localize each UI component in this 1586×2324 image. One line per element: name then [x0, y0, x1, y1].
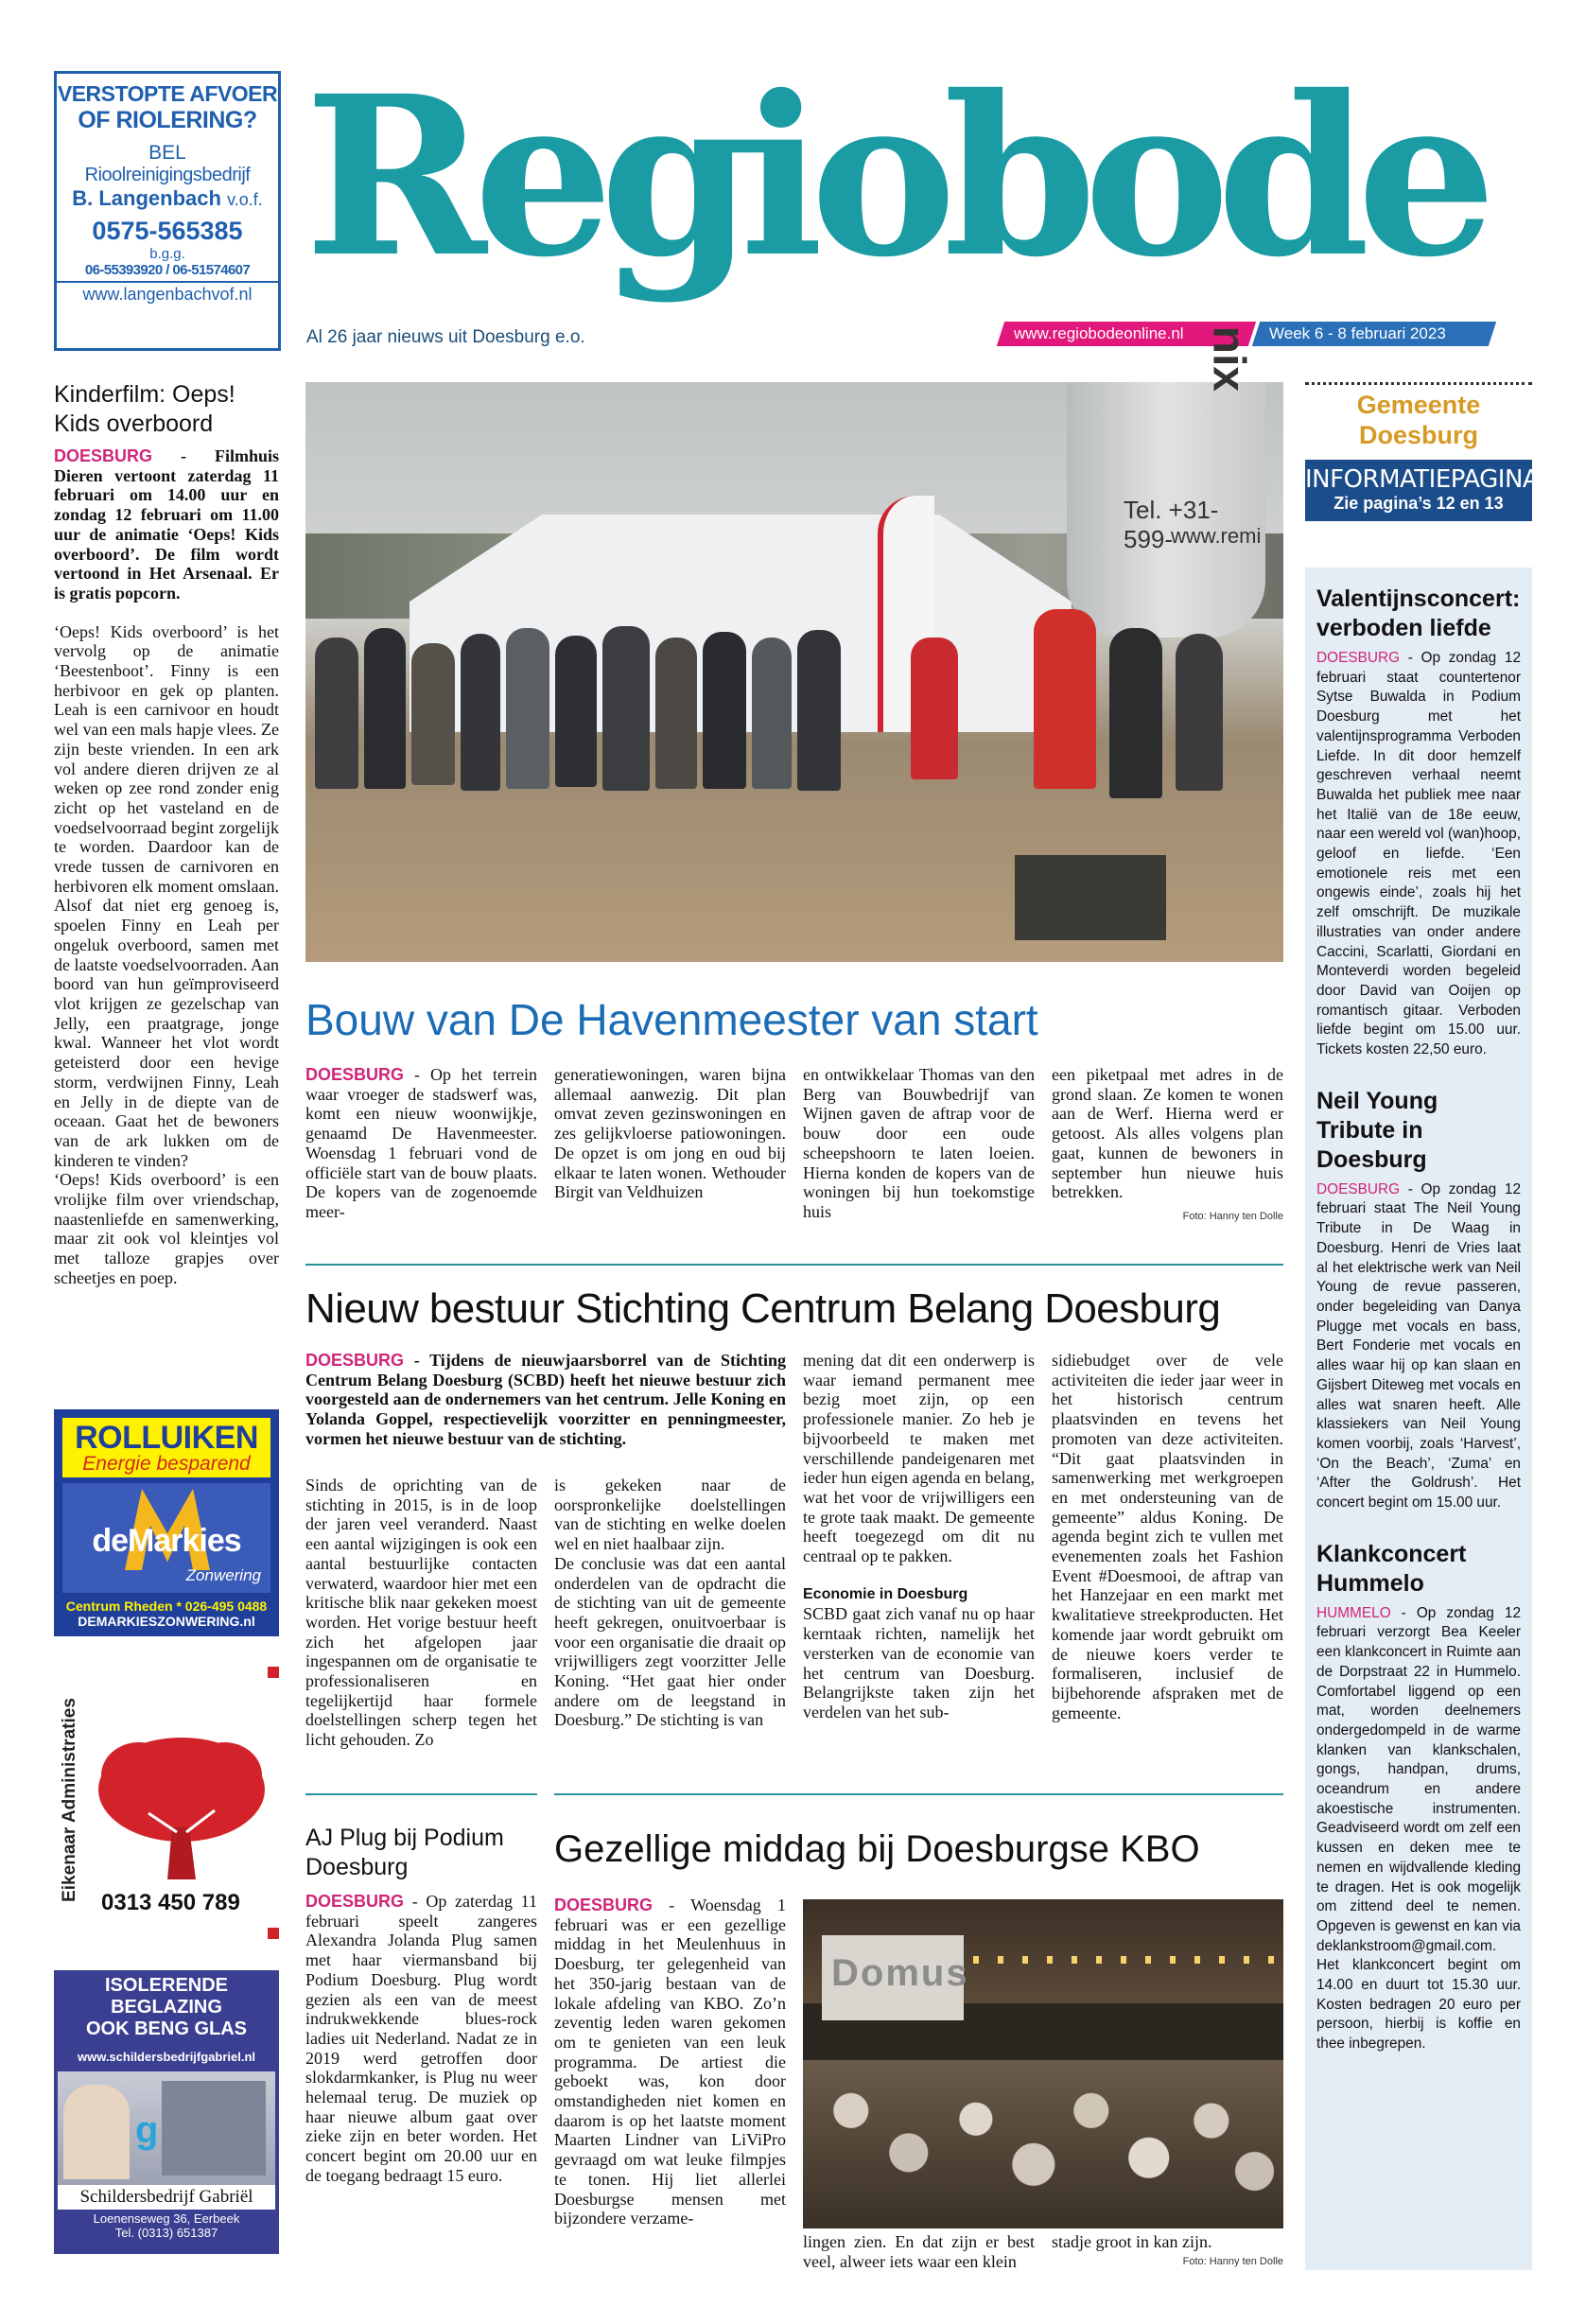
havenmeester-place: DOESBURG [305, 1065, 405, 1084]
glas-line2: BEGLAZING [111, 1997, 222, 2018]
masthead-tagline: Al 26 jaar nieuws uit Doesburg e.o. [306, 327, 585, 347]
havenmeester-col1-text: - Op het terrein waar vroeger de stadswerf was, komt een nieuw woonwijkje, genaamd De Havenmeester. Woensdag 1 februari vond de officiële start van de bouw plaats. De kopers van de zogenoemde meer- [305, 1065, 537, 1221]
kinderfilm-article [54, 380, 279, 1288]
havenmeester-col3: en ontwikkelaar Thomas van den Berg van Bouwbedrijf van Wijnen gaven de aftrap voor de bouw door een oude scheepshoorn te laten loeien. Hierna konden de kopers van de woningen bij hun toekomstige huis [803, 1065, 1035, 1221]
ad-line2: OF RIOLERING? [78, 107, 257, 133]
ad-phone: 0575-565385 [92, 217, 243, 245]
crowd-person [555, 636, 597, 787]
info-title: INFORMATIEPAGINA [1305, 465, 1540, 494]
klank-place: HUMMELO [1316, 1604, 1391, 1621]
glas-building [162, 2081, 266, 2175]
info-box [1305, 460, 1540, 521]
neil-body [1316, 1180, 1521, 1513]
neil-headline: Neil Young Tribute in Doesburg [1316, 1087, 1438, 1173]
havenmeester-col1 [305, 1065, 537, 1222]
kinderfilm-body [54, 446, 279, 1288]
glas-photo [58, 2071, 275, 2185]
ad-line1: VERSTOPTE AFVOER [57, 81, 278, 106]
scbd-place: DOESBURG [305, 1351, 405, 1370]
kbo-photo-sign: Domus [831, 1952, 969, 1994]
kinderfilm-place: DOESBURG [54, 446, 153, 465]
gemeente-line1: Gemeente [1356, 391, 1481, 419]
crowd-person [364, 628, 406, 789]
eikenaar-corner-tr [268, 1667, 279, 1678]
eikenaar-vertical: Eikenaar Administraties [60, 1698, 79, 1902]
kbo-col1-text: - Woensdag 1 februari was er een gezellige middag in het Meulenhuus in Doesburg, ter gelegenheid van het 350-jarig bestaan van de lokale afdeling van KBO. Zo’n zeventig leden waren gekomen om te genieten van een leuk programma. De artiest die geboekt was, kon door omstandigheden niet komen en daarom is op het laatste moment Maarten Lindner van LiViPro gevraagd om wat leuke filmpjes te tonen. Hij liet allerlei Doesburgse mensen met bijzondere verzame- [554, 1896, 786, 2228]
rolluiken-brand-sub: Zonwering [185, 1566, 261, 1584]
scbd-col3 [803, 1351, 1035, 1722]
photo-silo-tel: Tel. +31-599- [1124, 496, 1219, 553]
ad-bgg: b.g.g. [149, 246, 185, 262]
sidebar-dotted-rule [1305, 382, 1532, 385]
valentijn-text: - Op zondag 12 februari staat countertenor Sytse Buwalda in Podium Doesburg met het valentijnsprogramma Verboden Liefde. In dit door hemzelf geschreven verhaal neemt Buwalda het publiek mee naar het Italië van de 18e eeuw, naar een wereld vol (wan)hoop, geloof en liefde. ‘Een emotionele reis met een ongewis einde’, zoals hij het zelf omschrijft. De muzikale illustraties van onder andere Caccini, Scarlatti, Giordani en Monteverdi worden begeleid door David van Ooijen op romantisch gitaar. Verboden liefde begint om 15.00 uur. Tickets kosten 22,50 euro. [1316, 650, 1521, 1058]
kbo-place: DOESBURG [554, 1896, 654, 1914]
crowd-person [1176, 634, 1223, 791]
ad-company2 [57, 186, 278, 211]
scbd-col2-a: is gekeken naar de oorspronkelijke doelstellingen van de stichting en welke doelen wel en niet haalbaar zijn. [554, 1476, 786, 1554]
kbo-headline: Gezellige middag bij Doesburgse KBO [554, 1828, 1200, 1870]
havenmeester-col2: generatiewoningen, waren bijna allemaal aanwezig. Dit plan omvat zeven gezinswoningen en zes gelijkvloerse patiowoningen. De opzet is om jong en oud bij elkaar te laten wonen. Wethouder Birgit van Veldhuizen [554, 1065, 786, 1202]
crowd-person-red [1034, 609, 1096, 789]
photo-silo-url: www.remi [1171, 524, 1262, 548]
kbo-col3: stadje groot in kan zijn. [1052, 2232, 1212, 2251]
havenmeester-col4: een piketpaal met adres in de grond slaan. Ze komen te wonen aan de Werf. Hierna werd er getoost. Als alles volgens plan gaat, kunnen de bewoners in september hun nieuwe huis betrekken. [1052, 1065, 1283, 1202]
havenmeester-headline: Bouw van De Havenmeester van start [305, 995, 1038, 1044]
rolluiken-url: DEMARKIESZONWERING.nl [78, 1614, 255, 1629]
crowd-person [1109, 628, 1162, 798]
neil-place: DOESBURG [1316, 1180, 1401, 1197]
kinderfilm-lead-text: - Filmhuis Dieren vertoont zaterdag 11 februari om 14.00 uur en zondag 12 februari om 11.00 uur de animatie ‘Oeps! Kids overboord’. De film wordt vertoond in Het Arsenaal. Er is gratis popcorn. [54, 446, 279, 603]
crowd-person [506, 628, 549, 789]
ad-rolluiken[interactable] [54, 1409, 279, 1636]
ad-mobiles: 06-55393920 / 06-51574607 [84, 262, 251, 278]
glas-family-figure [63, 2085, 130, 2179]
kbo-photo-screen [822, 1935, 969, 2020]
kbo-photo-crowd [803, 2060, 1283, 2228]
glas-url: www.schildersbedrijfgabriel.nl [77, 2050, 256, 2064]
crowd-person-red [911, 638, 958, 779]
valentijn-headline: Valentijnsconcert: verboden liefde [1316, 585, 1521, 641]
glas-line3: OOK BENG GLAS [85, 2018, 247, 2039]
crowd-person [602, 626, 650, 791]
kbo-photo [803, 1899, 1283, 2228]
tree-icon [92, 1723, 271, 1884]
info-sub: Zie pagina’s 12 en 13 [1333, 494, 1504, 513]
ajplug-text: - Op zaterdag 11 februari speelt zangeres Alexandra Jolanda Plug samen met haar viermansband bij Podium Doesburg. Plug wordt gezien als een van de meest indrukwekkende blues-rock ladies uit Nederland. Nadat ze in 2019 werd getroffen door slokdarmkanker, is Plug nu weer helemaal terug. De muziek op haar nieuwe album gaat over zieke zijn en beter worden. Het concert begint om 20.00 uur en de toegang bedraagt 15 euro. [305, 1892, 537, 2185]
gemeente-block[interactable] [1305, 390, 1540, 521]
klank-body [1316, 1604, 1521, 2054]
crowd-person [461, 634, 500, 791]
crowd-person [797, 630, 841, 791]
ad-company2-name: B. Langenbach [72, 186, 221, 210]
glas-logo-icon: g [135, 2109, 159, 2151]
klank-text: - Op zondag 12 februari verzorgt Bea Keeler een klankconcert in Ruimte aan de Dorpstraat 22 in Hummelo. Comfortabel liggend op een mat, worden deelnemers ondergedompeld in de warme klanken van klankschalen, gongs, handpan, drums, oceandrum en andere akoestische instrumenten. Geadviseerd wordt om zelf een kussen en deken mee te nemen en wijdvallende kleding te dragen. Het is ook mogelijk om zittend deel te nemen. Opgeven is gewenst en kan via deklankstroom@gmail.com. Het klankconcert begint om 14.00 en duurt tot 15.30 uur. Kosten bedragen 20 euro per persoon, hierbij is koffie en thee inbegrepen. [1316, 1604, 1521, 2053]
scbd-col4: sidiebudget over de vele activiteiten die ieder jaar weer in het historisch centrum plaatsvinden en tevens het promoten van deze activiteiten. “Dit gaat plaatsvinden in samenwerking met werkgroepen en met ondersteuning van de gemeente” aldus Koning. De agenda begint zich te vullen met evenementen zoals het Fashion Event #Doesmooi, de aftrap van het Hanzejaar en een markt met kwalitatieve streekproducten. Het komende jaar wordt gebruikt om de nieuwe koers verder te formaliseren, inclusief de bijbehorende afspraken met de gemeente. [1052, 1351, 1283, 1722]
scbd-col2 [554, 1476, 786, 1730]
ad-glas[interactable] [54, 1970, 279, 2254]
rule-3 [554, 1793, 1283, 1795]
valentijn-body [1316, 649, 1521, 1060]
photo-crate [1015, 855, 1166, 940]
photo-silo-brand: nix [1203, 325, 1253, 392]
ajplug-article [305, 1824, 537, 2186]
neil-text: - Op zondag 12 februari staat The Neil Young Tribute in De Waag in Doesburg. Henri de Vries laat al het elektrische werk van Neil Young de revue passeren, onder begeleiding van Danya Plugge met vocals en bass, Bert Fonderie met vocals en alles waar hij op kan slaan en Gijsbert Diteweg met vocals en alles wat snaren heeft. Alle klassiekers van Neil Young komen voorbij, zoals ‘Harvest’, ‘On the Beach’, ‘Zuma’ en ‘After the Goldrush’. Het concert begint om 15.00 uur. [1316, 1180, 1521, 1511]
ajplug-body [305, 1892, 537, 2186]
scbd-col2-b: De conclusie was dat een aantal onderdelen van de opdracht die de stichting van uit de gemeente heeft gekregen, onuitvoerbaar is voor een organisatie die draait op vrijwilligers zegt voorzitter Jelle Koning. “Het gaat hier onder andere om de leegstand in Doesburg.” De stichting is van [554, 1553, 786, 1730]
crowd-person [315, 638, 358, 789]
scbd-col3-b: SCBD gaat zich vanaf nu op haar kerntaak richten, namelijk het versterken van de economie van het centrum van Doesburg. Belangrijkste taken zijn het verdelen van het sub- [803, 1604, 1035, 1721]
ad-company1: Rioolreinigingsbedrijf [84, 165, 251, 185]
scbd-col3-a: mening dat dit een onderwerp is waar iemand permanent mee bezig moet zijn, op een professionele manier. Zo heb je bijvoorbeeld te maken met verschillende pandeigenaren met ieder hun eigen agenda en belang, wat het voor de vrijwilligers een te grote taak maakt. De gemeente heeft toegezegd om dit nu centraal op te pakken. [803, 1351, 1035, 1566]
valentijn-place: DOESBURG [1316, 650, 1401, 666]
ad-eikenaar[interactable] [54, 1667, 279, 1939]
ad-langenbach[interactable] [54, 71, 281, 351]
gemeente-line2: Doesburg [1358, 421, 1478, 449]
ad-bel: BEL [148, 142, 186, 164]
masthead-title: Regiobode [305, 47, 1484, 306]
ad-company2-suffix: v.o.f. [227, 190, 263, 209]
eikenaar-corner-br [268, 1928, 279, 1939]
kinderfilm-lead [54, 446, 279, 603]
ad-url: www.langenbachvof.nl [57, 281, 278, 305]
ajplug-headline: AJ Plug bij Podium Doesburg [305, 1825, 504, 1880]
scbd-headline: Nieuw bestuur Stichting Centrum Belang Doesburg [305, 1285, 1221, 1332]
havenmeester-credit: Foto: Hanny ten Dolle [1182, 1211, 1283, 1222]
rolluiken-title-box [62, 1418, 270, 1477]
kbo-col2: lingen zien. En dat zijn er best veel, alweer iets waar een klein [803, 2232, 1035, 2271]
edition-date: Week 6 - 8 februari 2023 [1269, 324, 1446, 342]
kinderfilm-headline: Kinderfilm: Oeps! Kids overboord [54, 381, 235, 437]
glas-company: Schildersbedrijf Gabriël [58, 2185, 275, 2210]
rolluiken-brand-box [62, 1483, 270, 1593]
photo-crowd [305, 609, 1283, 798]
kbo-col1 [554, 1896, 786, 2228]
rolluiken-subtitle: Energie besparend [82, 1453, 251, 1475]
crowd-person [411, 643, 455, 785]
scbd-col1: Sinds de oprichting van de stichting in 2015, is in de loop der jaren veel veranderd. Naast een aantal wijzigingen is ook een aantal bestuurlijke contacten verwaterd, waardoor hier met een kritische blik naar gekeken moest worden. Het vorige bestuur heeft zich het afgelopen jaar ingespannen om de organisatie te professionaliseren en tegelijkertijd haar formele doelstellingen scherp tegen het licht gehouden. Zo [305, 1476, 537, 1750]
rolluiken-phone: Centrum Rheden * 026-495 0488 [65, 1599, 268, 1614]
scbd-lead-text: - Tijdens de nieuwjaarsborrel van de Stichting Centrum Belang Doesburg (SCBD) heeft het nieuwe bestuur zich voorgesteld aan de ondernemers van het centrum. Jelle Koning en Yolanda Goppel, respectievelijk voorzitter en penningmeester, vormen het nieuwe bestuur van de stichting. [305, 1351, 786, 1448]
kbo-credit: Foto: Hanny ten Dolle [1182, 2256, 1283, 2267]
edition-website[interactable]: www.regiobodeonline.nl [1014, 324, 1184, 342]
rolluiken-title: ROLLUIKEN [75, 1420, 258, 1456]
rule-2 [305, 1793, 537, 1795]
glas-line1: ISOLERENDE [104, 1975, 229, 1996]
sidebar-articles [1316, 585, 1521, 2054]
rule-1 [305, 1264, 1283, 1266]
scbd-subhead: Economie in Doesburg [803, 1585, 968, 1602]
klank-headline: Klankconcert Hummelo [1316, 1540, 1467, 1597]
glas-address: Loenenseweg 36, Eerbeek [93, 2211, 240, 2226]
scbd-lead [305, 1351, 786, 1449]
ajplug-place: DOESBURG [305, 1892, 405, 1911]
kinderfilm-p1: ‘Oeps! Kids overboord’ is het vervolg op de animatie ‘Beestenboot’. Finny is een herbivoor en gek op planten. Leah is een carnivoor en houdt wel van een mals hapje vlees. Ze zijn beste vrienden. In een ark vol andere dieren drijven ze al weken op zee rond zonder enig zicht op het vasteland en de voedselvoorraad begint zorgelijk te worden. Daardoor kan de vrede tussen de carnivoren en herbivoren elk moment omslaan. Alsof dat niet erg genoeg is, spoelen Finny en Leah per ongeluk overboord, samen met de laatste voedselvoorraden. Aan boord van hun geïmproviseerd vlot krijgen ze gezelschap van Jelly, een praatgrage, jonge kwal. Wanneer het vlot wordt geteisterd door een hevige storm, verdwijnen Finny, Leah en Jelly in de diepte van de oceaan. Gaat het de bewoners van de ark lukken om de kinderen te vinden? [54, 621, 279, 1170]
kinderfilm-p2: ‘Oeps! Kids overboord’ is een vrolijke film over vriendschap, naastenliefde en samenwerking, maar zit ook vol kleintjes vol met talloze grapjes over scheetjes en poep. [54, 1170, 279, 1287]
crowd-person [752, 638, 792, 789]
crowd-person [703, 632, 746, 789]
glas-tel: Tel. (0313) 651387 [114, 2226, 218, 2240]
kbo-photo-lights [973, 1956, 1276, 1964]
eikenaar-phone: 0313 450 789 [101, 1890, 240, 1915]
crowd-person [655, 638, 697, 789]
rolluiken-brand: deMarkies [92, 1523, 241, 1559]
